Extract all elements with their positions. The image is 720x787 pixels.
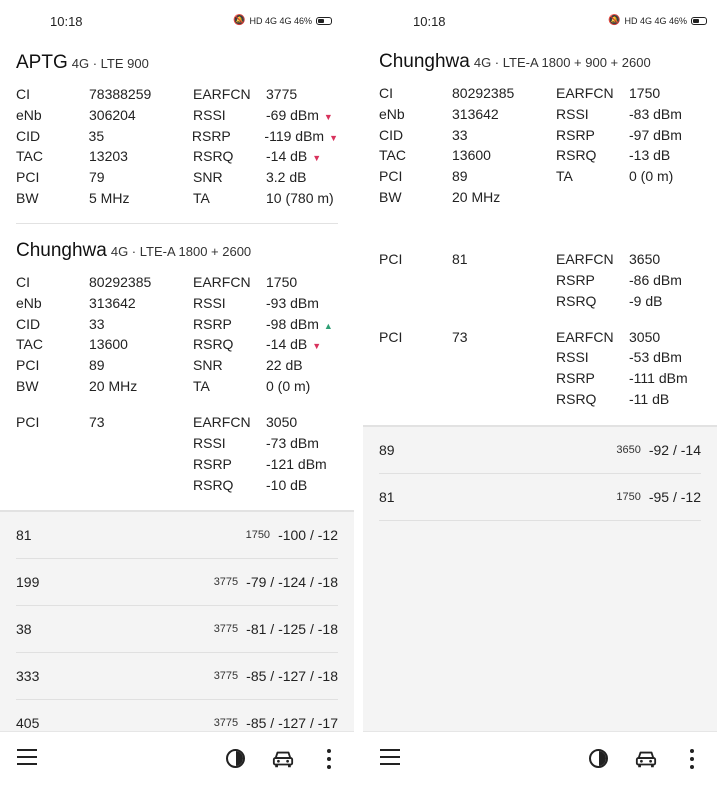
cell-info-row xyxy=(16,454,338,475)
info-value: -73 dBm xyxy=(266,435,319,452)
bottom-app-bar xyxy=(363,731,717,787)
secondary-carrier-table xyxy=(379,326,701,409)
info-value: -93 dBm xyxy=(266,295,319,312)
neighbor-values: -100 / -12 xyxy=(278,527,338,543)
info-value: -97 dBm xyxy=(629,126,682,143)
info-key: RSRP xyxy=(193,455,232,472)
cell-info-row xyxy=(379,270,701,291)
cell-info-row xyxy=(379,186,701,207)
cell-info-row xyxy=(379,124,701,145)
cell-section-chunghwa xyxy=(379,51,701,409)
info-value: -14 dB ▼ xyxy=(266,148,322,165)
cell-info-table xyxy=(16,272,338,396)
list-item[interactable] xyxy=(16,653,338,700)
trend-down-icon: ▼ xyxy=(323,112,333,123)
info-value: -121 dBm xyxy=(266,455,327,472)
info-value: -14 dB ▼ xyxy=(266,336,322,353)
info-value: 313642 xyxy=(452,106,499,123)
cell-info-row xyxy=(16,375,338,396)
info-value: 33 xyxy=(89,315,105,332)
trend-down-icon: ▼ xyxy=(329,132,338,143)
info-value: -9 dB xyxy=(629,292,663,309)
info-key: TAC xyxy=(16,148,43,165)
info-key: eNb xyxy=(16,295,42,312)
info-value: 80292385 xyxy=(89,274,152,291)
info-key: RSRP xyxy=(556,126,595,143)
info-value: 35 xyxy=(88,127,105,144)
info-key: TA xyxy=(556,168,573,185)
menu-icon[interactable] xyxy=(17,749,37,770)
cell-info-row xyxy=(379,145,701,166)
info-key: SNR xyxy=(193,169,223,186)
info-key: EARFCN xyxy=(193,274,251,291)
trend-up-icon: ▲ xyxy=(323,320,333,331)
info-value: 3050 xyxy=(629,328,661,345)
cell-info-row xyxy=(16,105,338,126)
cell-info-row xyxy=(379,368,701,389)
more-vert-icon[interactable] xyxy=(326,749,332,769)
battery-icon xyxy=(691,17,707,25)
cell-info-row xyxy=(16,474,338,495)
bottom-app-bar xyxy=(0,731,354,787)
neighbor-earfcn: 1750 xyxy=(616,491,641,503)
info-key: PCI xyxy=(16,414,40,431)
info-value: 3.2 dB xyxy=(266,169,307,186)
info-key: CID xyxy=(16,315,41,332)
cell-info-row xyxy=(16,433,338,454)
cell-info-row xyxy=(16,412,338,433)
info-value: 20 MHz xyxy=(89,377,138,394)
info-value: 73 xyxy=(89,414,105,431)
info-key: CI xyxy=(16,86,30,103)
car-icon[interactable] xyxy=(272,749,294,769)
info-key: TA xyxy=(193,189,210,206)
neighbor-pci: 38 xyxy=(16,621,32,637)
neighbor-values: -79 / -124 / -18 xyxy=(246,574,338,590)
cell-info-row xyxy=(16,84,338,105)
cell-info-row xyxy=(379,347,701,368)
neighbor-earfcn: 1750 xyxy=(245,529,271,541)
info-value: -83 dBm xyxy=(629,106,682,123)
info-key: CI xyxy=(379,85,393,102)
info-key: PCI xyxy=(16,169,40,186)
info-value: -10 dB xyxy=(266,476,308,493)
info-key: RSRQ xyxy=(556,147,597,164)
cell-info-row xyxy=(379,83,701,104)
mute-icon: 🔕 xyxy=(608,15,621,26)
info-key: PCI xyxy=(16,357,40,374)
neighbor-values: -85 / -127 / -18 xyxy=(246,668,338,684)
trend-down-icon: ▼ xyxy=(312,341,322,352)
section-divider xyxy=(16,223,338,224)
cell-info-row xyxy=(16,187,338,208)
info-key: EARFCN xyxy=(193,86,251,103)
car-icon[interactable] xyxy=(635,749,657,769)
info-value: 5 MHz xyxy=(89,189,130,206)
status-time: 10:18 xyxy=(50,14,83,29)
info-key: RSSI xyxy=(193,435,226,452)
info-value: 89 xyxy=(89,357,105,374)
info-key: BW xyxy=(379,188,402,205)
info-key: EARFCN xyxy=(556,328,614,345)
info-key: CID xyxy=(379,126,404,143)
info-key: RSRQ xyxy=(193,148,234,165)
neighbor-pci: 81 xyxy=(16,527,32,543)
neighbor-pci: 333 xyxy=(16,668,40,684)
list-item[interactable] xyxy=(379,474,701,521)
cell-info-row xyxy=(379,291,701,312)
neighbor-earfcn: 3775 xyxy=(213,670,239,682)
cell-info-row xyxy=(379,326,701,347)
cell-info-row xyxy=(16,355,338,376)
operator-tech: 4G · LTE-A 1800 + 2600 xyxy=(110,244,252,259)
info-key: CI xyxy=(16,274,30,291)
info-value: 0 (0 m) xyxy=(629,168,674,185)
operator-tech: 4G · LTE 900 xyxy=(71,56,149,71)
cell-info-row xyxy=(16,313,338,334)
status-icons xyxy=(233,15,332,26)
info-key: RSRP xyxy=(556,369,595,386)
info-key: PCI xyxy=(379,328,403,345)
info-value: 73 xyxy=(452,328,468,345)
cell-info-row xyxy=(16,125,338,146)
cell-info-row xyxy=(16,334,338,355)
info-key: BW xyxy=(16,189,39,206)
secondary-carrier-table xyxy=(379,249,701,311)
operator-title xyxy=(16,240,338,262)
info-key: RSRQ xyxy=(556,292,597,309)
neighbor-cell-list[interactable] xyxy=(363,425,717,731)
neighbor-earfcn: 3650 xyxy=(616,444,641,456)
neighbor-earfcn: 3775 xyxy=(213,576,239,588)
list-item[interactable] xyxy=(16,512,338,559)
mute-icon: 🔕 xyxy=(233,15,246,26)
info-key: RSRQ xyxy=(193,336,234,353)
info-key: RSRP xyxy=(193,315,232,332)
info-value: 13600 xyxy=(89,336,128,353)
cell-info-row xyxy=(379,104,701,125)
cell-info-row xyxy=(16,293,338,314)
cell-section-chunghwa xyxy=(16,240,338,495)
phone-screen-left xyxy=(0,0,354,787)
info-key: RSSI xyxy=(556,349,589,366)
status-icons xyxy=(608,15,707,26)
info-key: CID xyxy=(16,127,41,144)
info-key: BW xyxy=(16,377,39,394)
neighbor-pci: 89 xyxy=(379,442,395,458)
info-value: 3650 xyxy=(629,251,661,268)
info-value: 3050 xyxy=(266,414,298,431)
contrast-icon[interactable] xyxy=(589,749,608,768)
info-key: PCI xyxy=(379,251,403,268)
cell-info-row xyxy=(379,388,701,409)
neighbor-pci: 81 xyxy=(379,489,395,505)
cell-info-row xyxy=(16,146,338,167)
info-value: 89 xyxy=(452,168,468,185)
info-key: RSRQ xyxy=(556,390,597,407)
info-value: 20 MHz xyxy=(452,188,501,205)
info-key: eNb xyxy=(379,106,405,123)
neighbor-values: -95 / -12 xyxy=(648,489,701,505)
info-value: -53 dBm xyxy=(629,349,682,366)
info-key: PCI xyxy=(379,168,403,185)
battery-icon xyxy=(316,17,332,25)
operator-name: Chunghwa xyxy=(16,240,107,261)
neighbor-cell-list[interactable] xyxy=(0,510,354,731)
trend-down-icon: ▼ xyxy=(312,153,322,164)
info-key: RSSI xyxy=(193,107,226,124)
info-key: RSRQ xyxy=(193,476,234,493)
info-value: -13 dB xyxy=(629,147,671,164)
info-value: 13600 xyxy=(452,147,491,164)
info-key: TA xyxy=(193,377,210,394)
neighbor-earfcn: 3775 xyxy=(213,623,239,635)
info-value: 79 xyxy=(89,169,105,186)
info-key: TAC xyxy=(16,336,43,353)
operator-name: APTG xyxy=(16,52,68,73)
neighbor-pci: 405 xyxy=(16,715,40,731)
operator-title xyxy=(379,51,701,73)
info-value: -11 dB xyxy=(629,390,670,407)
info-value: 306204 xyxy=(89,107,136,124)
operator-title xyxy=(16,52,338,74)
info-key: RSSI xyxy=(193,295,226,312)
operator-tech: 4G · LTE-A 1800 + 900 + 2600 xyxy=(473,55,651,70)
info-value: 13203 xyxy=(89,148,128,165)
info-value: 1750 xyxy=(266,274,298,291)
menu-icon[interactable] xyxy=(380,749,400,770)
info-key: RSRP xyxy=(191,127,231,144)
info-key: RSSI xyxy=(556,106,589,123)
info-value: 80292385 xyxy=(452,85,515,102)
cell-info-row xyxy=(379,166,701,187)
info-value: 3775 xyxy=(266,86,298,103)
neighbor-values: -85 / -127 / -17 xyxy=(246,715,338,731)
phone-screen-right xyxy=(363,0,717,787)
operator-name: Chunghwa xyxy=(379,51,470,72)
list-item[interactable] xyxy=(16,606,338,653)
secondary-carrier-table xyxy=(16,412,338,495)
info-value: 1750 xyxy=(629,85,661,102)
contrast-icon[interactable] xyxy=(226,749,245,768)
cell-info-row xyxy=(16,167,338,188)
info-value: 81 xyxy=(452,251,468,268)
status-bar xyxy=(0,0,354,44)
info-value: 78388259 xyxy=(89,86,152,103)
cell-section-aptg xyxy=(16,52,338,208)
status-icons-text: HD 4G 4G 46% xyxy=(249,15,312,26)
neighbor-values: -92 / -14 xyxy=(648,442,701,458)
info-value: -98 dBm ▲ xyxy=(266,315,333,332)
info-value: 313642 xyxy=(89,295,136,312)
neighbor-earfcn: 3775 xyxy=(213,717,239,729)
info-value: 22 dB xyxy=(266,357,303,374)
status-bar xyxy=(363,0,717,44)
cell-info-row xyxy=(16,272,338,293)
info-key: EARFCN xyxy=(193,414,251,431)
list-item[interactable] xyxy=(16,559,338,606)
status-time: 10:18 xyxy=(413,14,446,29)
info-value: -119 dBm ▼ xyxy=(264,127,338,144)
info-value: -86 dBm xyxy=(629,272,682,289)
more-vert-icon[interactable] xyxy=(689,749,695,769)
list-item[interactable] xyxy=(379,427,701,474)
status-icons-text: HD 4G 4G 46% xyxy=(624,15,687,26)
info-value: -69 dBm ▼ xyxy=(266,107,333,124)
info-key: RSRP xyxy=(556,272,595,289)
cell-info-table xyxy=(379,83,701,207)
info-value: 33 xyxy=(452,126,468,143)
info-key: eNb xyxy=(16,107,42,124)
neighbor-pci: 199 xyxy=(16,574,40,590)
info-key: TAC xyxy=(379,147,406,164)
info-key: EARFCN xyxy=(556,251,614,268)
info-key: SNR xyxy=(193,357,223,374)
cell-info-table xyxy=(16,84,338,208)
info-value: 0 (0 m) xyxy=(266,377,311,394)
cell-info-row xyxy=(379,249,701,270)
neighbor-values: -81 / -125 / -18 xyxy=(246,621,338,637)
info-value: 10 (780 m) xyxy=(266,189,334,206)
info-key: EARFCN xyxy=(556,85,614,102)
info-value: -111 dBm xyxy=(629,369,688,386)
